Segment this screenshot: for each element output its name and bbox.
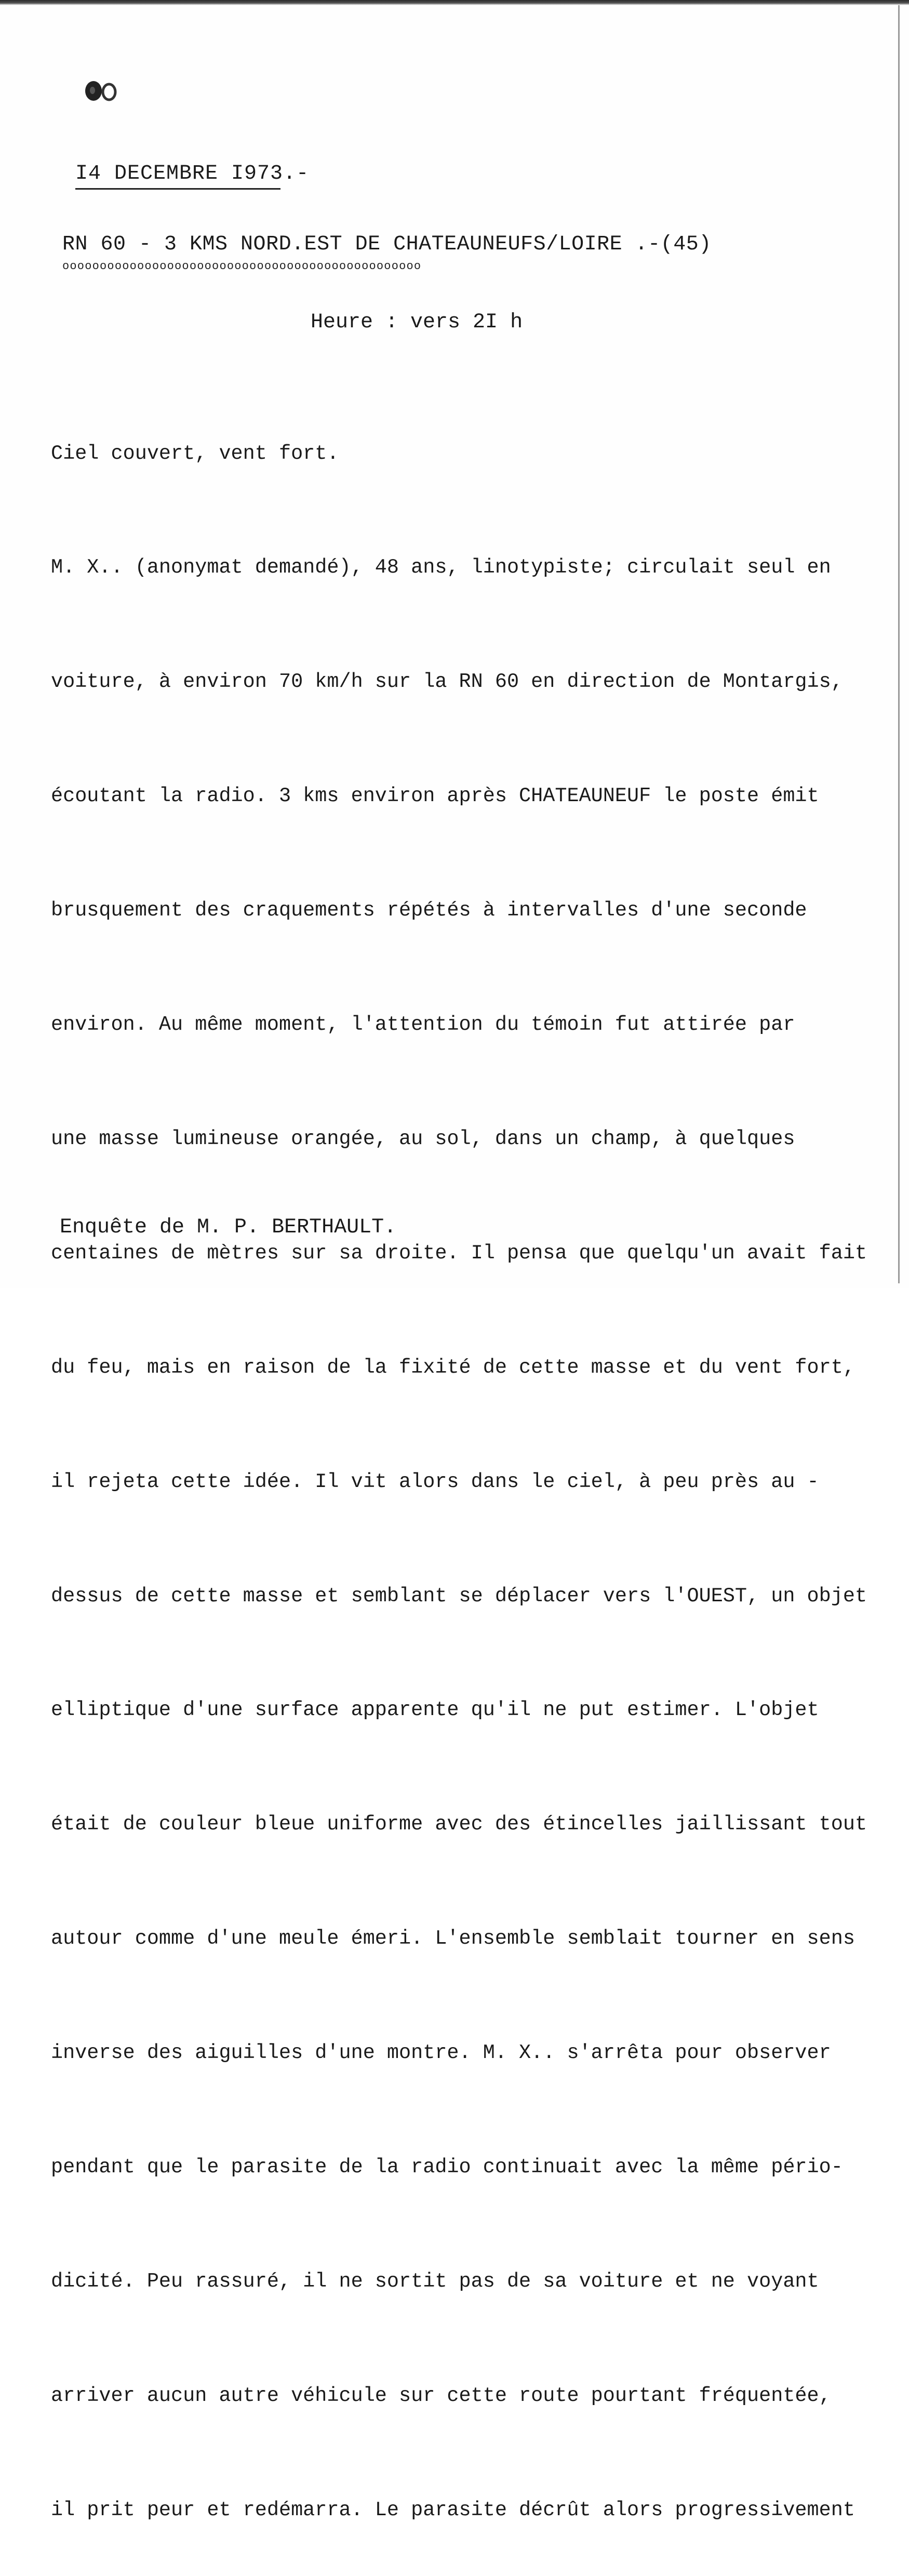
- body-line: du feu, mais en raison de la fixité de cette masse et du vent fort,: [51, 1356, 855, 1379]
- body-line: Ciel couvert, vent fort.: [51, 442, 339, 465]
- report-date: I4 DECEMBRE I973.-: [75, 162, 310, 185]
- body-line: était de couleur bleue uniforme avec des étincelles jaillissant tout: [51, 1813, 867, 1836]
- body-line: il prit peur et redémarra. Le parasite décrût alors progressivement: [51, 2498, 855, 2521]
- body-line: dicité. Peu rassuré, il ne sortit pas de sa voiture et ne voyant: [51, 2269, 819, 2293]
- body-line: voiture, à environ 70 km/h sur la RN 60 en direction de Montargis,: [51, 670, 843, 694]
- body-line: autour comme d'une meule émeri. L'ensemble semblait tourner en sens: [51, 1927, 855, 1950]
- body-line: écoutant la radio. 3 kms environ après CHATEAUNEUF le poste émit: [51, 785, 819, 808]
- body-line: il rejeta cette idée. Il vit alors dans le ciel, à peu près au -: [51, 1470, 819, 1493]
- body-line: une masse lumineuse orangée, au sol, dans un champ, à quelques: [51, 1127, 795, 1150]
- body-line: centaines de mètres sur sa droite. Il pensa que quelqu'un avait fait: [51, 1241, 867, 1265]
- observation-hour: Heure : vers 2I h: [311, 311, 523, 334]
- body-line: dessus de cette masse et semblant se déplacer vers l'OUEST, un objet: [51, 1584, 867, 1608]
- heading-divider: oooooooooooooooooooooooooooooooooooooooooooooooo: [62, 260, 422, 273]
- scan-top-edge: [0, 0, 909, 5]
- report-body: [51, 358, 903, 2576]
- date-underline: [75, 188, 280, 190]
- body-line: arriver aucun autre véhicule sur cette route pourtant fréquentée,: [51, 2384, 831, 2407]
- ink-blot-mark: [82, 78, 129, 104]
- body-line: environ. Au même moment, l'attention du témoin fut attirée par: [51, 1013, 795, 1037]
- location-heading: RN 60 - 3 KMS NORD.EST DE CHATEAUNEUFS/LOIRE .-(45): [62, 233, 712, 256]
- body-line: elliptique d'une surface apparente qu'il ne put estimer. L'objet: [51, 1698, 819, 1722]
- body-line: brusquement des craquements répétés à intervalles d'une seconde: [51, 899, 807, 922]
- body-line: inverse des aiguilles d'une montre. M. X.. s'arrêta pour observer: [51, 2041, 831, 2065]
- body-line: M. X.. (anonymat demandé), 48 ans, linotypiste; circulait seul en: [51, 556, 831, 579]
- body-line: pendant que le parasite de la radio continuait avec la même pério-: [51, 2155, 843, 2179]
- investigator-signature: Enquête de M. P. BERTHAULT.: [60, 1216, 397, 1239]
